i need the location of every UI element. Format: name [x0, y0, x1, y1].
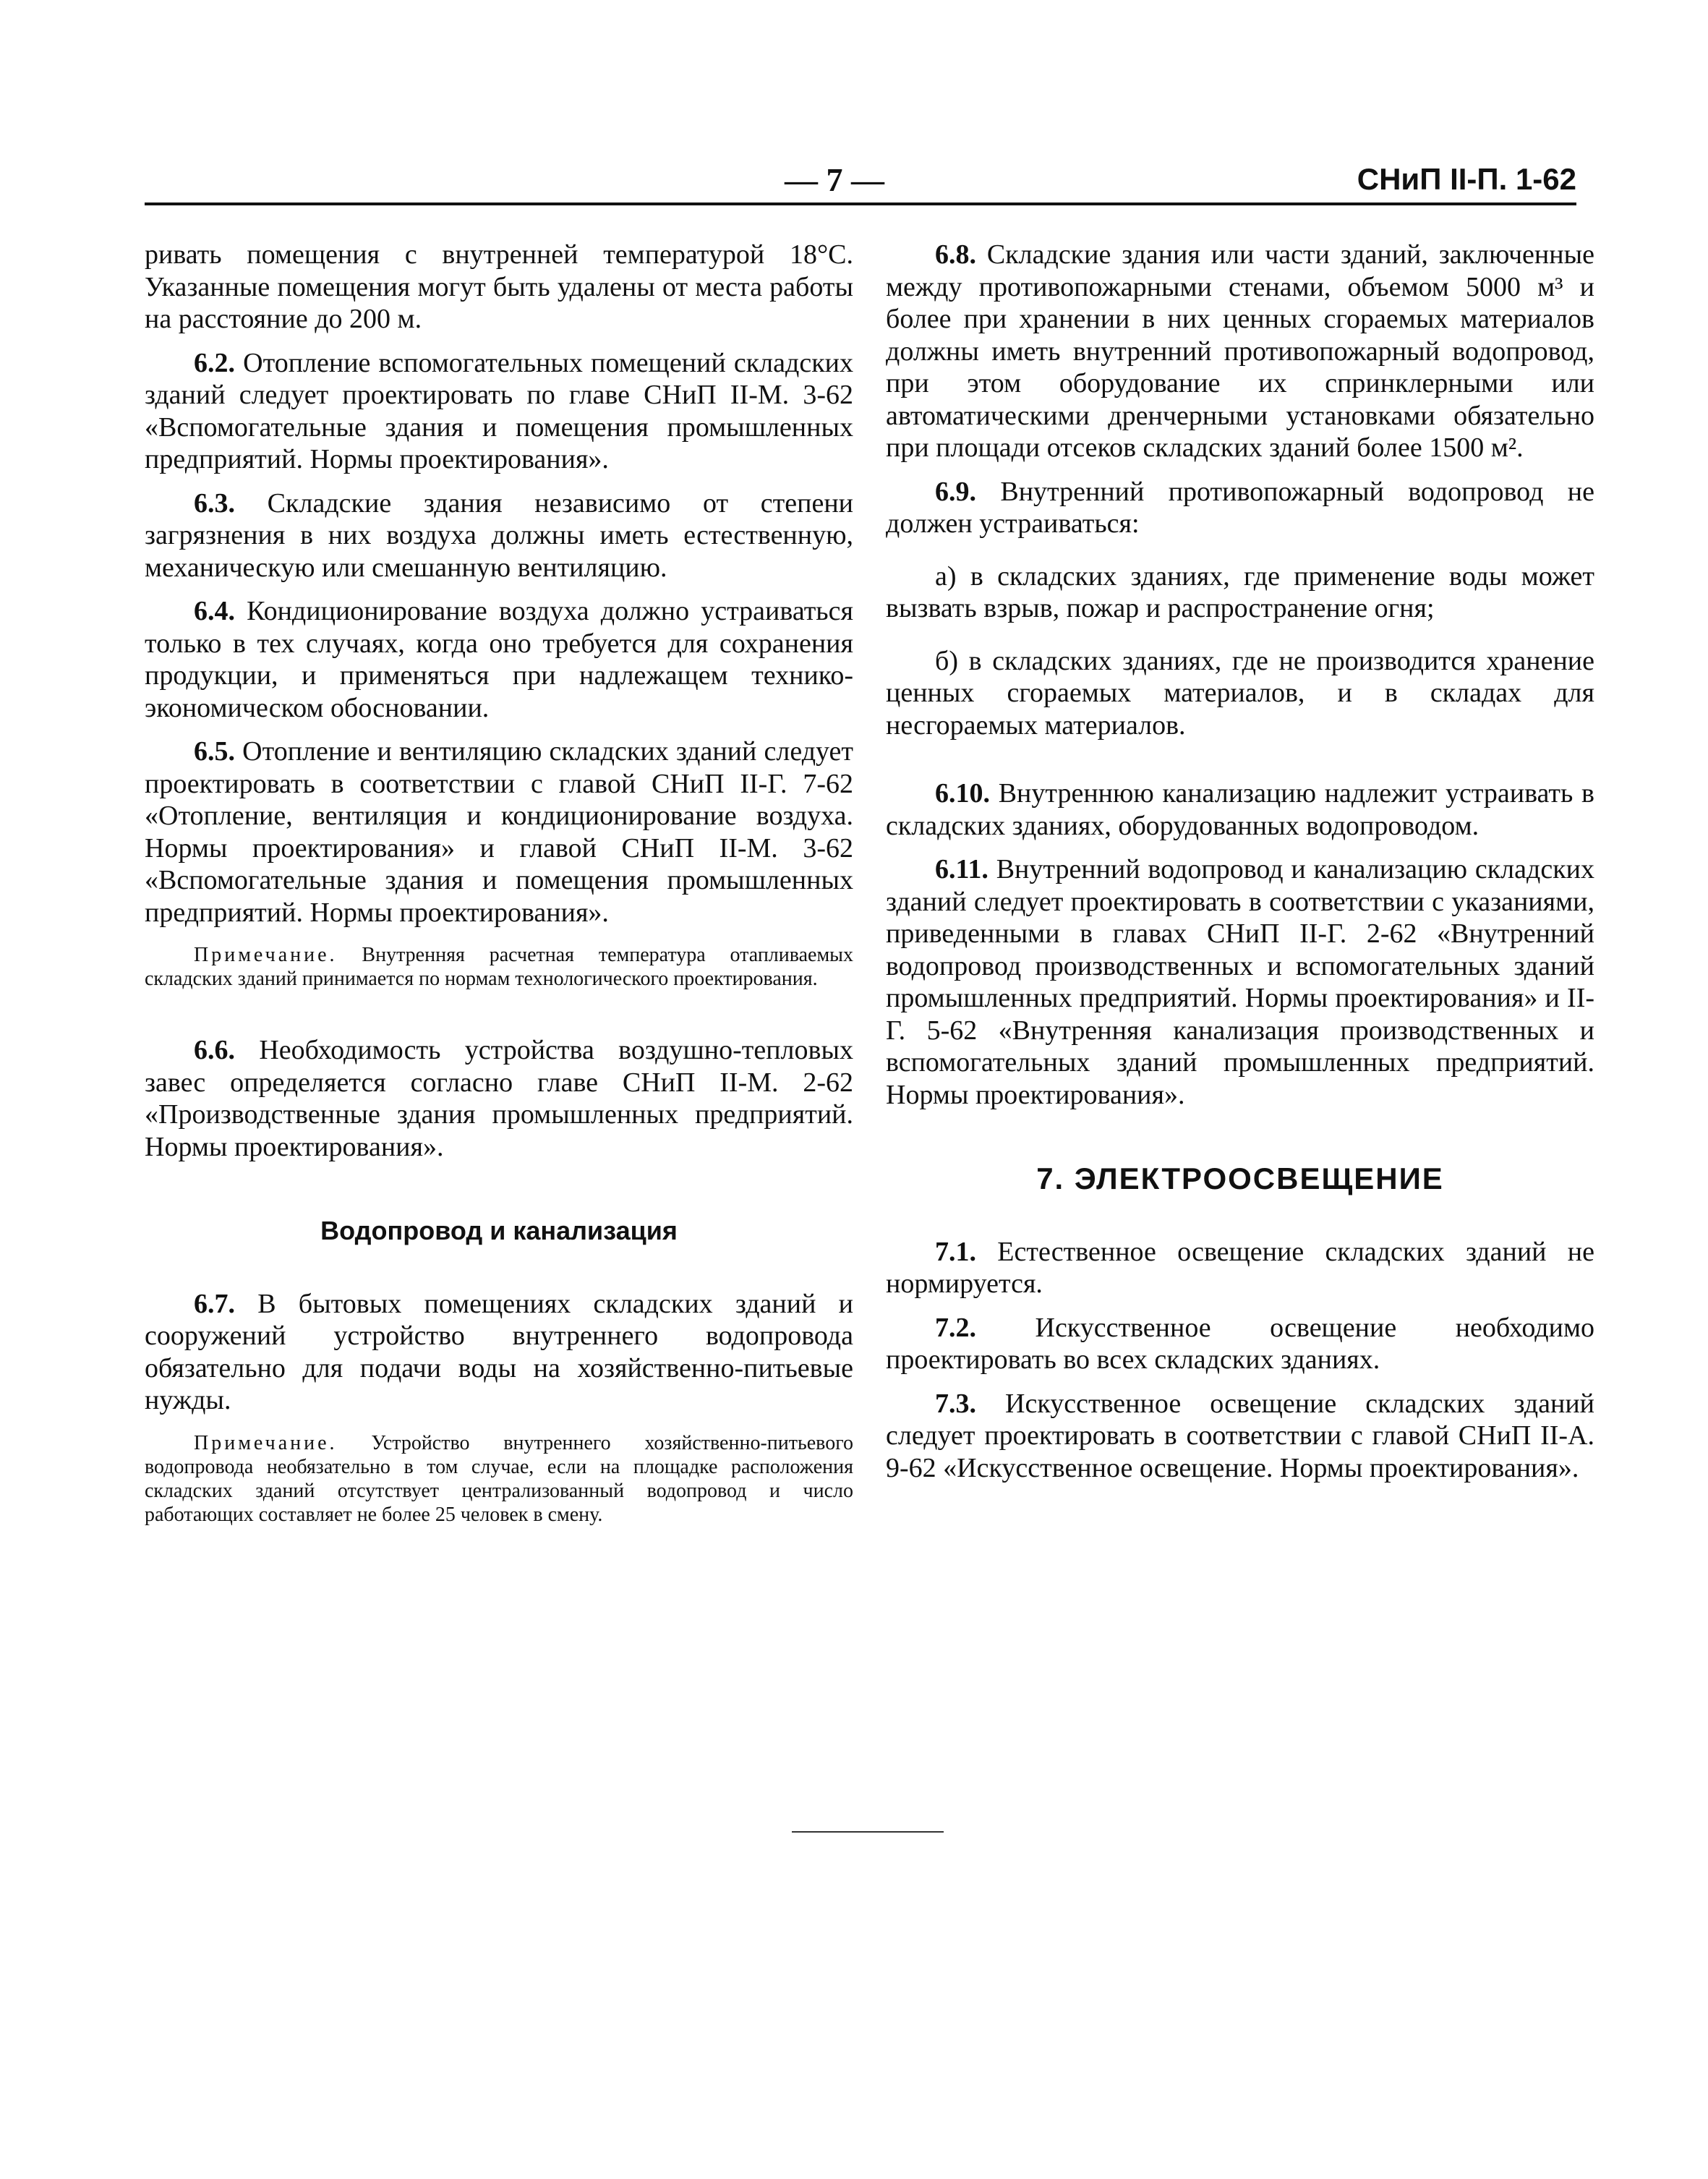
paragraph-6-5 — [145, 735, 853, 929]
paragraph-6-6 — [145, 1034, 853, 1163]
section-heading-water: Водопровод и канализация — [320, 1216, 678, 1245]
clause-number: 7.2. — [935, 1312, 976, 1343]
paragraph-6-11 — [886, 853, 1594, 1111]
paragraph-6-9 — [886, 476, 1594, 540]
clause-number: 6.10. — [935, 778, 990, 809]
paragraph-6-2 — [145, 347, 853, 476]
note-label: Примечание. — [194, 944, 338, 966]
page-number: — 7 — — [785, 161, 884, 198]
paragraph-6-1-continued: ривать помещения с внутренней температурой 18°С. Указанные помещения могут быть удалены от места работы на расстояние до 200 м. — [145, 239, 853, 334]
note-text: Внутренняя расчетная температура отапливаемых складских зданий принимается по нормам технологического проектирования. — [145, 944, 853, 990]
clause-text: Складские здания или части зданий, заключенные между противопожарными стенами, объемом 5000 м³ и более при хранении в них ценных сгораемых материалов должны иметь внутренний противопожарный водопровод, при этом оборудование их спринклерными или автоматическими дренчерными установками обязательно при площади отсеков складских зданий более 1500 м². — [886, 239, 1594, 463]
paragraph-6-8 — [886, 239, 1594, 464]
paragraph-6-4 — [145, 595, 853, 724]
note-text: Устройство внутреннего хозяйственно-питьевого водопровода необязательно в том случае, если на площадке расположения складских зданий отсутствует централизованный водопровод и число работающих составляет не более 25 человек в смену. — [145, 1431, 853, 1526]
note-label: Примечание. — [194, 1431, 338, 1454]
note-heating — [145, 943, 853, 991]
clause-text: Внутренний противопожарный водопровод не должен устраиваться: — [886, 476, 1594, 539]
paragraph-6-7 — [145, 1288, 853, 1417]
clause-number: 7.1. — [935, 1236, 976, 1267]
note-water — [145, 1431, 853, 1527]
clause-number: 6.5. — [194, 736, 235, 767]
end-rule — [792, 1831, 944, 1833]
clause-number: 6.7. — [194, 1288, 235, 1319]
paragraph-6-10 — [886, 777, 1594, 842]
clause-text: Складские здания независимо от степени загрязнения в них воздуха должны иметь естественную, механическую или смешанную вентиляцию. — [145, 487, 853, 583]
header-rule — [145, 202, 1576, 205]
clause-text: Кондиционирование воздуха должно устраиваться только в тех случаях, когда оно требуется для сохранения продукции, и применяться при надлежащем технико-экономическом обосновании. — [145, 596, 853, 723]
clause-text: Внутреннюю канализацию надлежит устраивать в складских зданиях, оборудованных водопроводом. — [886, 778, 1594, 841]
clause-number: 6.9. — [935, 476, 976, 507]
clause-text: Естественное освещение складских зданий не нормируется. — [886, 1236, 1594, 1299]
clause-text: Искусственное освещение необходимо проектировать во всех складских зданиях. — [886, 1312, 1594, 1375]
clause-text: Отопление вспомогательных помещений складских зданий следует проектировать по главе СНиП II-М. 3-62 «Вспомогательные здания и помещения промышленных предприятий. Нормы проектирования». — [145, 347, 853, 474]
clause-number: 7.3. — [935, 1388, 976, 1419]
clause-text: Искусственное освещение складских зданий следует проектировать в соответствии с главой СНиП II-А. 9-62 «Искусственное освещение. Нормы проектирования». — [886, 1388, 1594, 1483]
clause-text: В бытовых помещениях складских зданий и сооружений устройство внутреннего водопровода обязательно для подачи воды на хозяйственно-питьевые нужды. — [145, 1288, 853, 1415]
document-code: СНиП II-П. 1-62 — [1357, 162, 1576, 196]
paragraph-7-1 — [886, 1236, 1594, 1300]
paragraph-7-2 — [886, 1312, 1594, 1376]
page-header — [145, 161, 1576, 197]
clause-number: 6.11. — [935, 854, 988, 884]
clause-number: 6.2. — [194, 347, 235, 378]
clause-number: 6.8. — [935, 239, 976, 270]
section-heading-lighting: 7. ЭЛЕКТРООСВЕЩЕНИЕ — [1036, 1161, 1444, 1195]
clause-text: Отопление и вентиляцию складских зданий следует проектировать в соответствии с главой СНиП II-Г. 7-62 «Отопление, вентиляция и кондиционирование воздуха. Нормы проектирования» и главой СНиП II-М. 3-62 «Вспомогательные здания и помещения промышленных предприятий. Нормы проектирования». — [145, 736, 853, 928]
clause-text: Внутренний водопровод и канализацию складских зданий следует проектировать в соответствии с указаниями, приведенными в главах СНиП II-Г. 2-62 «Внутренний водопровод производственных и вспомогательных зданий промышленных предприятий. Нормы проектирования» и II-Г. 5-62 «Внутренняя канализация производственных и вспомогательных зданий промышленных предприятий. Нормы проектирования». — [886, 854, 1594, 1110]
paragraph-7-3 — [886, 1388, 1594, 1485]
right-column — [886, 239, 1594, 1496]
left-column — [145, 239, 853, 1570]
paragraph-6-3 — [145, 487, 853, 584]
clause-number: 6.6. — [194, 1035, 235, 1065]
list-item-a: а) в складских зданиях, где применение воды может вызвать взрыв, пожар и распространение огня; — [886, 560, 1594, 623]
clause-text: Необходимость устройства воздушно-тепловых завес определяется согласно главе СНиП II-М. 2-62 «Производственные здания промышленных предприятий. Нормы проектирования». — [145, 1035, 853, 1162]
clause-number: 6.4. — [194, 596, 235, 626]
clause-number: 6.3. — [194, 487, 235, 519]
list-item-b: б) в складских зданиях, где не производится хранение ценных сгораемых материалов, и в складах для несгораемых материалов. — [886, 645, 1594, 741]
